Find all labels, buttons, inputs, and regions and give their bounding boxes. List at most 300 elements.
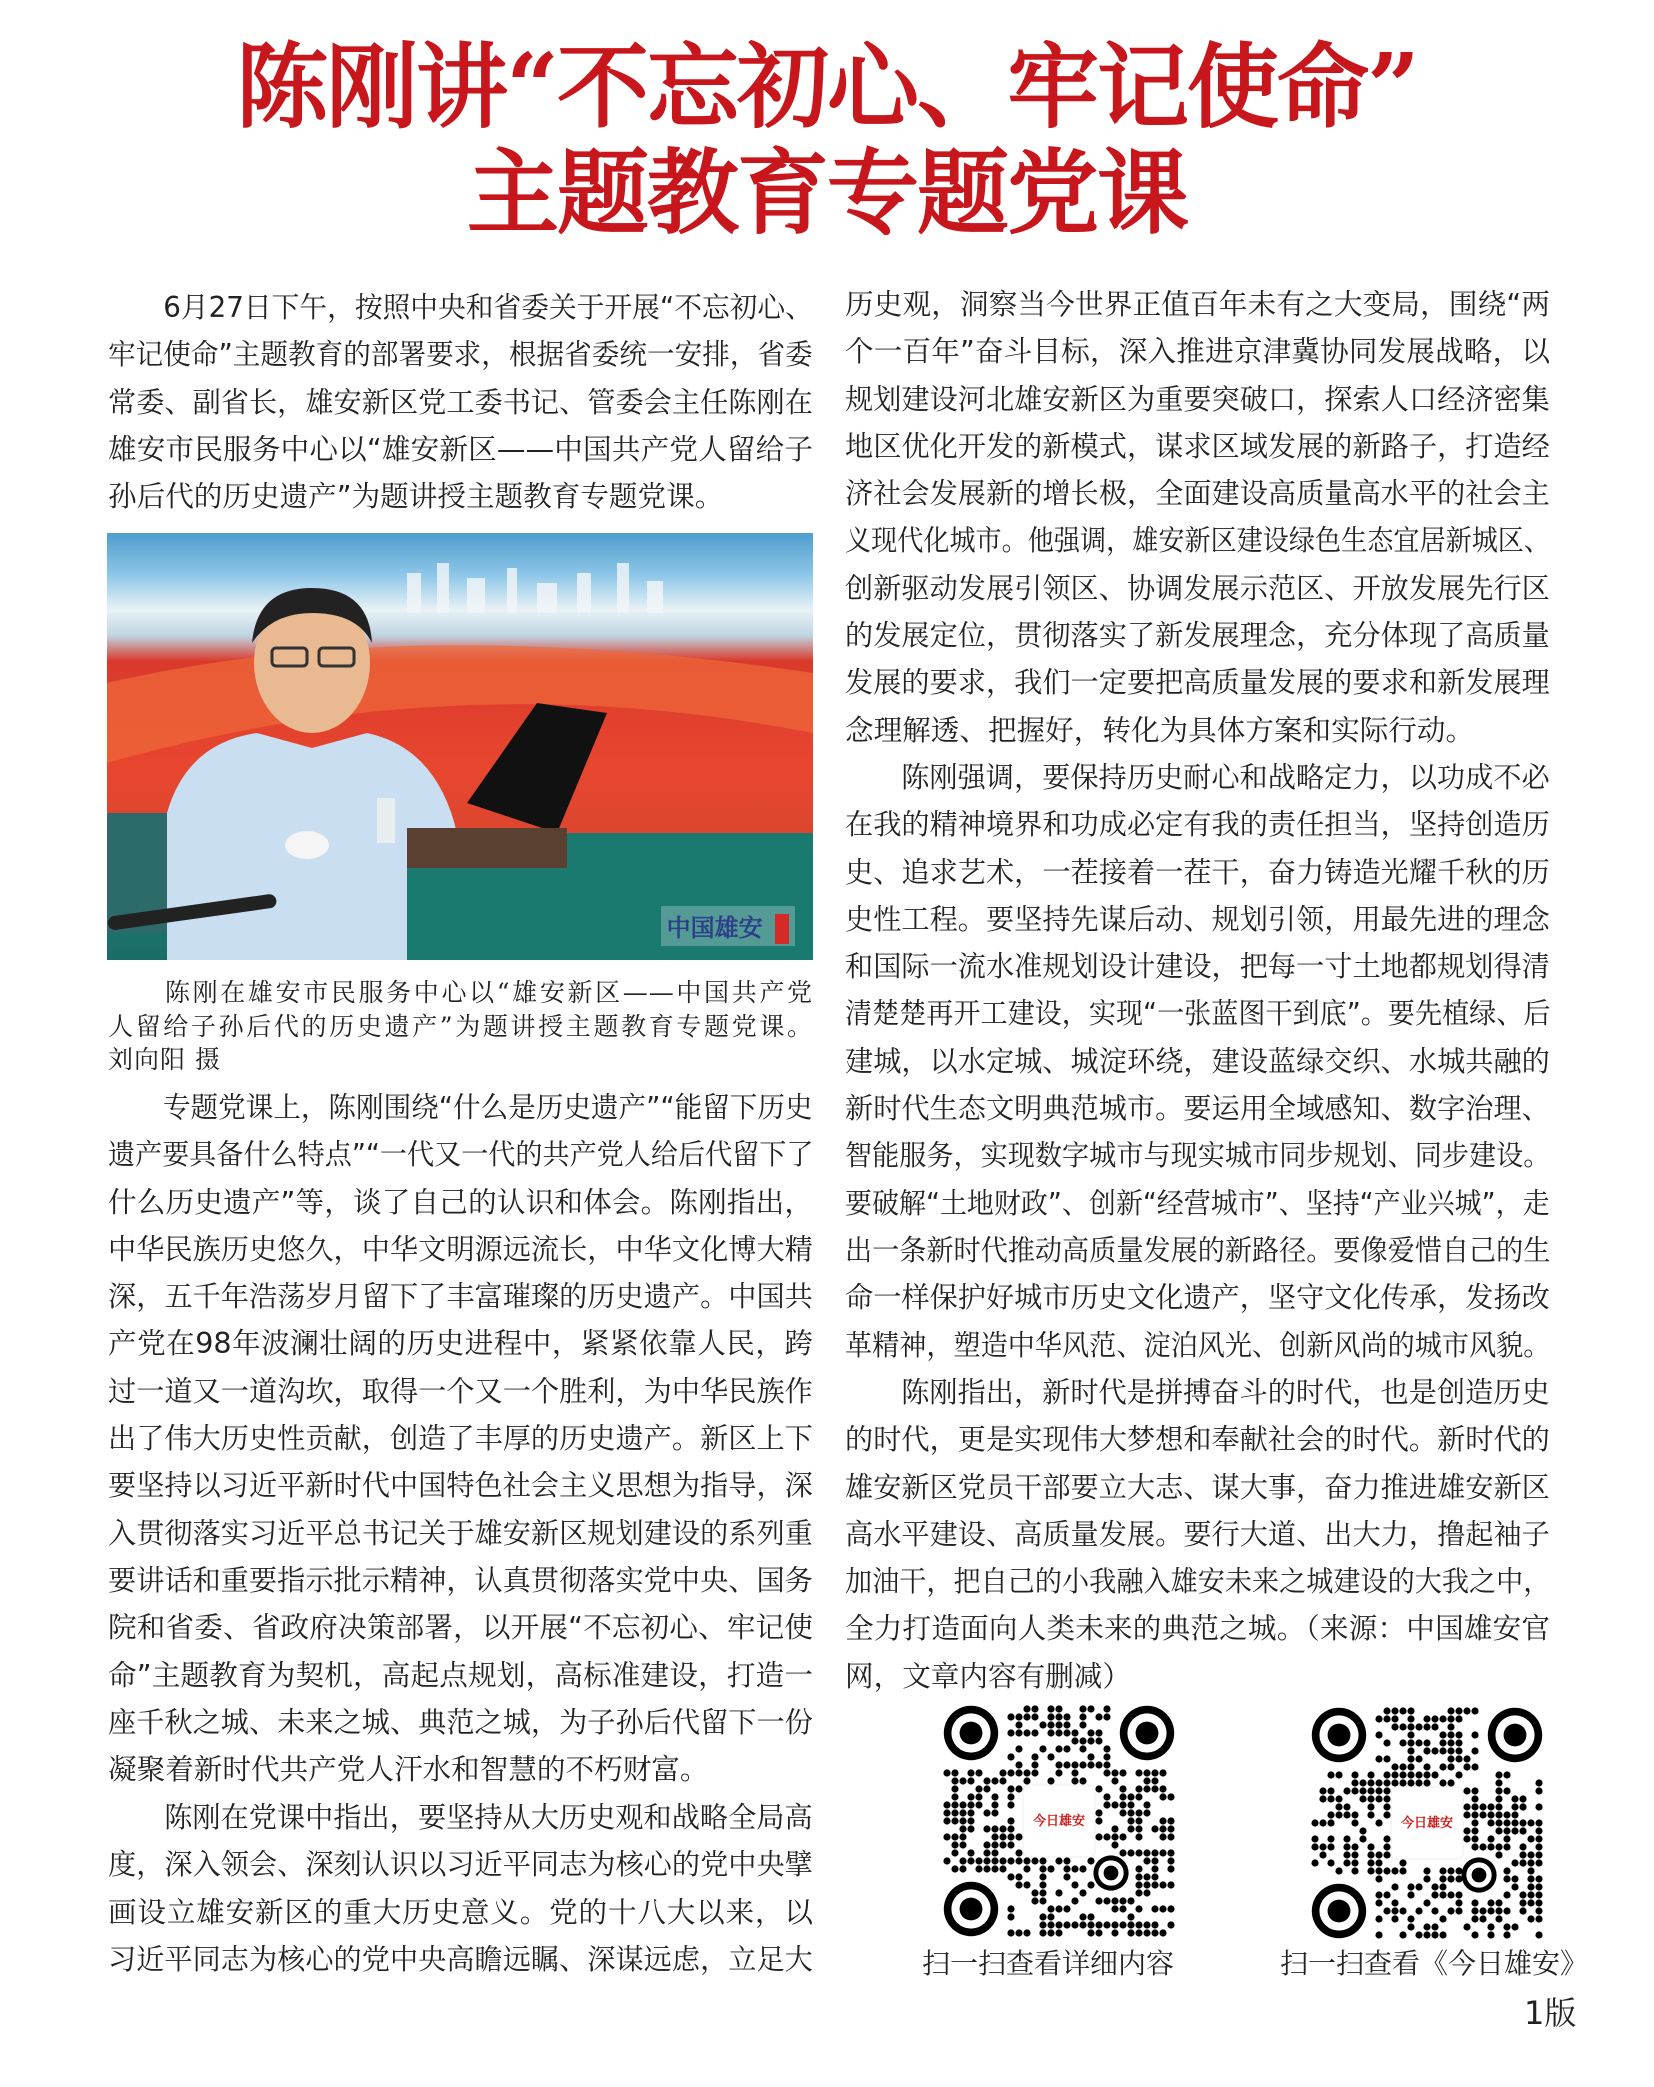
qr-module: [983, 1841, 990, 1848]
text-line: 规划建设河北雄安新区为重要突破口，探索人口经济密集: [845, 381, 1550, 416]
qr-module: [1311, 1843, 1318, 1850]
qr-module: [943, 1769, 950, 1776]
qr-module: [1143, 1921, 1150, 1928]
qr-module: [1031, 1761, 1038, 1768]
qr-module: [1495, 1827, 1502, 1834]
qr-module: [1351, 1771, 1358, 1778]
qr-module: [1431, 1883, 1438, 1890]
qr-module: [1119, 1801, 1126, 1808]
qr-module: [1063, 1761, 1070, 1768]
qr-module: [1159, 1769, 1166, 1776]
qr-module: [1007, 1713, 1014, 1720]
qr-module: [1471, 1907, 1478, 1914]
qr-module: [1047, 1729, 1054, 1736]
text-line: 陈刚指出，新时代是拼搏奋斗的时代，也是创造历史: [901, 1375, 1550, 1409]
text-line: 习近平同志为核心的党中央高瞻远瞩、深谋远虑，立足大: [108, 1941, 813, 1976]
qr-module: [1471, 1835, 1478, 1842]
qr-module: [1519, 1795, 1526, 1802]
qr-module: [1079, 1721, 1086, 1728]
qr-module: [1143, 1889, 1150, 1896]
qr-finder-pattern: [1328, 1724, 1351, 1747]
qr-module: [1343, 1803, 1350, 1810]
qr-module: [1015, 1729, 1022, 1736]
qr-module: [1071, 1737, 1078, 1744]
qr-module: [1055, 1721, 1062, 1728]
qr-module: [1311, 1859, 1318, 1866]
qr-module: [1511, 1875, 1518, 1882]
qr-module: [1071, 1897, 1078, 1904]
qr-module: [1415, 1907, 1422, 1914]
qr-module: [1439, 1763, 1446, 1770]
qr-module: [1103, 1897, 1110, 1904]
qr-module: [1143, 1785, 1150, 1792]
qr-module: [1407, 1763, 1414, 1770]
qr-module: [1127, 1849, 1134, 1856]
qr-module: [1367, 1787, 1374, 1794]
qr-module: [1423, 1931, 1430, 1938]
qr-module: [1135, 1905, 1142, 1912]
qr-module: [1407, 1715, 1414, 1722]
qr-module: [1463, 1763, 1470, 1770]
qr-module: [1471, 1747, 1478, 1754]
qr-module: [951, 1769, 958, 1776]
text-line: 命一样保护好城市历史文化遗产，坚守文化传承，发扬改: [845, 1280, 1550, 1315]
qr-module: [1535, 1891, 1542, 1898]
qr-module: [1431, 1771, 1438, 1778]
qr-module: [1031, 1857, 1038, 1864]
qr-code-today-xiongan[interactable]: [1311, 1707, 1543, 1939]
qr-module: [1159, 1905, 1166, 1912]
qr-module: [1535, 1883, 1542, 1890]
qr-module: [1031, 1705, 1038, 1712]
text-line: 什么历史遗产”等，谈了自己的认识和体会。陈刚指出，: [108, 1184, 813, 1219]
qr-module: [1007, 1929, 1014, 1936]
qr-module: [1495, 1819, 1502, 1826]
qr-module: [1103, 1793, 1110, 1800]
qr-module: [1047, 1777, 1054, 1784]
qr-module: [1407, 1883, 1414, 1890]
qr-module: [1111, 1897, 1118, 1904]
qr-module: [1495, 1803, 1502, 1810]
text-line: 命”主题教育为契机，高起点规划，高标准建设，打造一: [108, 1657, 813, 1692]
qr-module: [1063, 1729, 1070, 1736]
qr-module: [1511, 1795, 1518, 1802]
qr-module: [1095, 1809, 1102, 1816]
qr-module: [1007, 1825, 1014, 1832]
qr-module: [1407, 1923, 1414, 1930]
qr-module: [1511, 1819, 1518, 1826]
qr-module: [1407, 1771, 1414, 1778]
qr-module: [1047, 1905, 1054, 1912]
text-line: 发展的要求，我们一定要把高质量发展的要求和新发展理: [845, 665, 1550, 700]
qr-module: [1023, 1777, 1030, 1784]
watermark-seal: [775, 914, 789, 944]
qr-module: [1423, 1771, 1430, 1778]
qr-module: [1039, 1865, 1046, 1872]
qr-module: [1463, 1787, 1470, 1794]
qr-module: [951, 1841, 958, 1848]
qr-module: [959, 1809, 966, 1816]
qr-module: [1423, 1747, 1430, 1754]
qr-module: [991, 1793, 998, 1800]
qr-module: [1455, 1907, 1462, 1914]
qr-module: [1015, 1713, 1022, 1720]
qr-module: [1391, 1779, 1398, 1786]
qr-module: [1095, 1921, 1102, 1928]
qr-finder-pattern: [1472, 1868, 1487, 1883]
qr-module: [1391, 1883, 1398, 1890]
qr-module: [1471, 1915, 1478, 1922]
qr-module: [1063, 1921, 1070, 1928]
qr-module: [1503, 1923, 1510, 1930]
text-line: 专题党课上，陈刚围绕“什么是历史遗产”“能留下历史: [162, 1090, 813, 1124]
qr-module: [1463, 1707, 1470, 1714]
qr-module: [1151, 1857, 1158, 1864]
qr-module: [1319, 1819, 1326, 1826]
qr-module: [1151, 1825, 1158, 1832]
qr-module: [1079, 1889, 1086, 1896]
qr-module: [1007, 1833, 1014, 1840]
text-line: 雄安市民服务中心以“雄安新区——中国共产党人留给子: [108, 431, 813, 466]
qr-module: [1455, 1891, 1462, 1898]
qr-module: [1519, 1891, 1526, 1898]
qr-module: [1095, 1729, 1102, 1736]
qr-module: [1503, 1787, 1510, 1794]
qr-module: [1167, 1793, 1174, 1800]
qr-module: [1439, 1883, 1446, 1890]
qr-module: [1087, 1729, 1094, 1736]
qr-module: [1383, 1891, 1390, 1898]
qr-finder-pattern: [1104, 1866, 1119, 1881]
qr-module: [1063, 1865, 1070, 1872]
qr-module: [1447, 1747, 1454, 1754]
qr-module: [1063, 1873, 1070, 1880]
qr-module: [991, 1865, 998, 1872]
qr-module: [1495, 1811, 1502, 1818]
text-line: 加油干，把自己的小我融入雄安未来之城建设的大我之中，: [845, 1564, 1551, 1599]
qr-finder-pattern: [1136, 1722, 1159, 1745]
qr-module: [1015, 1873, 1022, 1880]
qr-module: [1119, 1905, 1126, 1912]
qr-module: [1375, 1755, 1382, 1762]
qr-module: [1079, 1745, 1086, 1752]
qr-module: [1135, 1769, 1142, 1776]
qr-module: [1063, 1721, 1070, 1728]
qr-module: [1503, 1891, 1510, 1898]
qr-module: [1503, 1843, 1510, 1850]
qr-module: [1359, 1795, 1366, 1802]
qr-module: [1471, 1931, 1478, 1938]
qr-module: [1159, 1849, 1166, 1856]
qr-module: [1007, 1729, 1014, 1736]
qr-module: [1391, 1915, 1398, 1922]
qr-module: [1423, 1899, 1430, 1906]
qr-module: [1151, 1873, 1158, 1880]
qr-module: [1487, 1931, 1494, 1938]
text-line: 革精神，塑造中华风范、淀泊风光、创新风尚的城市风貌。: [845, 1327, 1551, 1362]
qr-module: [1143, 1881, 1150, 1888]
qr-module: [1055, 1769, 1062, 1776]
text-line: 刘向阳 摄: [108, 1045, 221, 1074]
qr-module: [1071, 1777, 1078, 1784]
qr-module: [1535, 1779, 1542, 1786]
qr-module: [1463, 1923, 1470, 1930]
qr-module: [1031, 1897, 1038, 1904]
left-paragraph-3: [108, 1794, 813, 1983]
text-line: 度，深入领会、深刻认识以习近平同志为核心的党中央擘: [108, 1847, 813, 1882]
qr-module: [1079, 1737, 1086, 1744]
qr-module: [951, 1793, 958, 1800]
qr-module: [1127, 1825, 1134, 1832]
qr-module: [1079, 1921, 1086, 1928]
qr-module: [1455, 1771, 1462, 1778]
qr-module: [1487, 1835, 1494, 1842]
qr-module: [1447, 1723, 1454, 1730]
text-line: 在我的精神境界和功成必定有我的责任担当，坚持创造历: [845, 807, 1550, 842]
qr-module: [1447, 1891, 1454, 1898]
qr-module: [1527, 1899, 1534, 1906]
qr-module: [1335, 1803, 1342, 1810]
qr-module: [1095, 1817, 1102, 1824]
qr-module: [1143, 1857, 1150, 1864]
text-line: 6月27日下午，按照中央和省委关于开展“不忘初心、: [163, 290, 813, 324]
qr-module: [1367, 1779, 1374, 1786]
qr-module: [1095, 1833, 1102, 1840]
qr-module: [1327, 1859, 1334, 1866]
qr-module: [1111, 1777, 1118, 1784]
qr-module: [1351, 1843, 1358, 1850]
qr-module: [1087, 1737, 1094, 1744]
text-line: 地区优化开发的新模式，谋求区域发展的新路子，打造经: [845, 428, 1550, 463]
qr-module: [1151, 1785, 1158, 1792]
qr-module: [1143, 1849, 1150, 1856]
qr-module: [1487, 1819, 1494, 1826]
qr-module: [1095, 1713, 1102, 1720]
qr-module: [991, 1849, 998, 1856]
qr-module: [1063, 1713, 1070, 1720]
qr-module: [1439, 1891, 1446, 1898]
qr-module: [1431, 1923, 1438, 1930]
qr-module: [1111, 1825, 1118, 1832]
qr-module: [1135, 1809, 1142, 1816]
qr-finder-pattern: [960, 1898, 983, 1921]
qr-module: [1071, 1729, 1078, 1736]
qr-module: [1495, 1779, 1502, 1786]
qr-module: [1535, 1827, 1542, 1834]
qr-module: [1519, 1819, 1526, 1826]
text-line: 出一条新时代推动高质量发展的新路径。要像爱惜自己的生: [845, 1232, 1551, 1267]
qr-module: [983, 1777, 990, 1784]
qr-module: [1151, 1777, 1158, 1784]
qr-module: [1367, 1867, 1374, 1874]
text-line: 的发展定位，贯彻落实了新发展理念，充分体现了高质量: [845, 618, 1550, 653]
qr-module: [1359, 1787, 1366, 1794]
qr-module: [1031, 1729, 1038, 1736]
qr-module: [1423, 1739, 1430, 1746]
qr-module: [1327, 1795, 1334, 1802]
qr-module: [1015, 1857, 1022, 1864]
qr-module: [1511, 1923, 1518, 1930]
qr-module: [983, 1865, 990, 1872]
qr-module: [1023, 1881, 1030, 1888]
text-line: 网，文章内容有删减）: [845, 1658, 1131, 1693]
qr-module: [951, 1849, 958, 1856]
qr-module: [1135, 1881, 1142, 1888]
qr-module: [1375, 1851, 1382, 1858]
qr-module: [1087, 1921, 1094, 1928]
qr-module: [1511, 1827, 1518, 1834]
qr-module: [991, 1809, 998, 1816]
photo-caption: [108, 976, 813, 1077]
qr-module: [1447, 1779, 1454, 1786]
qr-module: [1135, 1865, 1142, 1872]
qr-module: [1519, 1803, 1526, 1810]
qr-module: [1423, 1715, 1430, 1722]
qr-module: [1007, 1841, 1014, 1848]
qr-module: [951, 1777, 958, 1784]
qr-module: [1503, 1827, 1510, 1834]
qr-module: [1447, 1731, 1454, 1738]
qr-code-details[interactable]: [943, 1705, 1175, 1937]
qr-module: [1119, 1897, 1126, 1904]
qr-module: [1103, 1769, 1110, 1776]
qr-module: [1383, 1803, 1390, 1810]
qr-module: [1407, 1755, 1414, 1762]
qr-module: [1135, 1849, 1142, 1856]
qr-module: [967, 1857, 974, 1864]
qr-module: [1111, 1769, 1118, 1776]
text-line: 个一百年”奋斗目标，深入推进京津冀协同发展战略，以: [845, 334, 1550, 369]
qr-module: [959, 1857, 966, 1864]
qr-module: [1151, 1769, 1158, 1776]
qr-module: [999, 1833, 1006, 1840]
qr-module: [1167, 1825, 1174, 1832]
qr-module: [1167, 1905, 1174, 1912]
qr-module: [1383, 1843, 1390, 1850]
qr-module: [1335, 1867, 1342, 1874]
qr-module: [1135, 1873, 1142, 1880]
qr-module: [1431, 1891, 1438, 1898]
qr-module: [1383, 1795, 1390, 1802]
qr-module: [1527, 1819, 1534, 1826]
qr-module: [1167, 1817, 1174, 1824]
text-line: 创新驱动发展引领区、协调发展示范区、开放发展先行区: [845, 570, 1550, 605]
qr-module: [1103, 1833, 1110, 1840]
qr-module: [943, 1857, 950, 1864]
qr-module: [1159, 1825, 1166, 1832]
qr-module: [1375, 1859, 1382, 1866]
qr-module: [1151, 1905, 1158, 1912]
qr-module: [1383, 1851, 1390, 1858]
qr-module: [1479, 1811, 1486, 1818]
qr-module: [983, 1825, 990, 1832]
qr-module: [1503, 1875, 1510, 1882]
qr-module: [1143, 1801, 1150, 1808]
qr-module: [1167, 1833, 1174, 1840]
qr-module: [1503, 1811, 1510, 1818]
qr-module: [1519, 1899, 1526, 1906]
qr-module: [1343, 1859, 1350, 1866]
qr-module: [1343, 1811, 1350, 1818]
qr-module: [1119, 1793, 1126, 1800]
qr-module: [1351, 1819, 1358, 1826]
qr-module: [991, 1857, 998, 1864]
qr-module: [967, 1777, 974, 1784]
qr-module: [943, 1833, 950, 1840]
qr-module: [1383, 1907, 1390, 1914]
qr-module: [959, 1841, 966, 1848]
text-line: 陈刚在党课中指出，要坚持从大历史观和战略全局高: [164, 1800, 813, 1834]
qr-module: [1327, 1843, 1334, 1850]
qr-module: [1511, 1803, 1518, 1810]
qr-module: [1471, 1803, 1478, 1810]
qr-module: [999, 1777, 1006, 1784]
qr-module: [1455, 1707, 1462, 1714]
qr-module: [1135, 1833, 1142, 1840]
qr-module: [1159, 1929, 1166, 1936]
qr-module: [1439, 1779, 1446, 1786]
qr-module: [1383, 1739, 1390, 1746]
qr-module: [1143, 1769, 1150, 1776]
qr-module: [1471, 1843, 1478, 1850]
qr-module: [1447, 1875, 1454, 1882]
qr-module: [1439, 1915, 1446, 1922]
qr-module: [1375, 1931, 1382, 1938]
qr-module: [1431, 1747, 1438, 1754]
qr-module: [1031, 1753, 1038, 1760]
qr-module: [1407, 1779, 1414, 1786]
qr-module: [1535, 1875, 1542, 1882]
qr-module: [1407, 1915, 1414, 1922]
text-line: 要破解“土地财政”、创新“经营城市”、坚持“产业兴城”，走: [845, 1185, 1550, 1220]
qr-module: [967, 1817, 974, 1824]
qr-module: [1079, 1713, 1086, 1720]
qr-module: [1039, 1857, 1046, 1864]
qr-module: [1095, 1897, 1102, 1904]
qr-module: [1063, 1905, 1070, 1912]
qr-module: [1055, 1705, 1062, 1712]
qr-module: [1415, 1883, 1422, 1890]
text-line: 和国际一流水准规划设计建设，把每一寸土地都规划得清: [845, 949, 1550, 984]
qr-module: [1135, 1825, 1142, 1832]
qr-module: [1087, 1857, 1094, 1864]
qr-module: [959, 1833, 966, 1840]
qr-module: [1415, 1779, 1422, 1786]
text-line: 座千秋之城、未来之城、典范之城，为子孙后代留下一份: [108, 1704, 813, 1739]
qr-module: [1103, 1713, 1110, 1720]
text-line: 人留给子孙后代的历史遗产”为题讲授主题教育专题党课。: [108, 1011, 813, 1041]
qr-module: [1103, 1753, 1110, 1760]
qr-module: [1439, 1731, 1446, 1738]
qr-module: [1367, 1859, 1374, 1866]
qr-module: [991, 1833, 998, 1840]
qr-module: [1455, 1755, 1462, 1762]
text-line: 雄安新区党员干部要立大志、谋大事，奋力推进雄安新区: [845, 1469, 1550, 1504]
qr-module: [943, 1809, 950, 1816]
qr-caption-details: 扫一扫查看详细内容: [922, 1947, 1175, 1980]
text-line: 的时代，更是实现伟大梦想和奉献社会的时代。新时代的: [845, 1422, 1550, 1457]
qr-module: [1447, 1715, 1454, 1722]
qr-module: [1127, 1801, 1134, 1808]
qr-module: [1423, 1763, 1430, 1770]
qr-module: [1127, 1921, 1134, 1928]
qr-module: [1479, 1907, 1486, 1914]
qr-module: [1487, 1811, 1494, 1818]
qr-module: [1343, 1843, 1350, 1850]
qr-module: [1447, 1755, 1454, 1762]
qr-module: [1351, 1851, 1358, 1858]
qr-module: [1319, 1851, 1326, 1858]
